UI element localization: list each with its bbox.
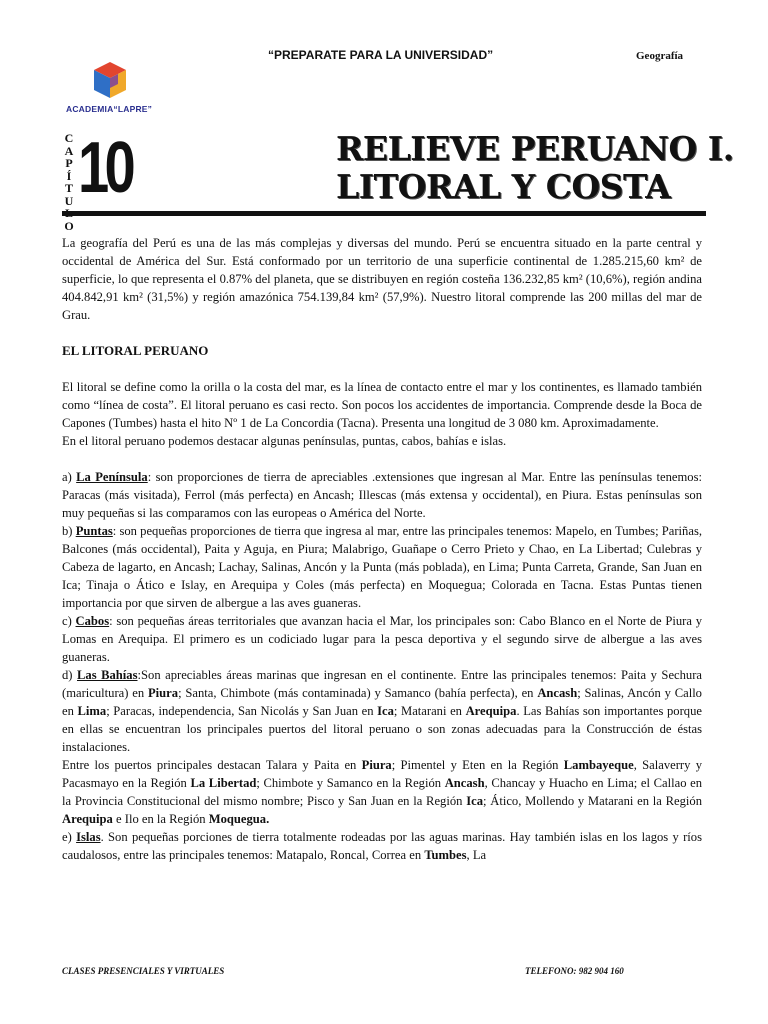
- academy-logo: [62, 60, 162, 118]
- chapter-label-letter: A: [64, 143, 74, 158]
- chapter-label-letter: T: [64, 181, 73, 195]
- header-slogan: “PREPARATE PARA LA UNIVERSIDAD”: [268, 48, 494, 62]
- section-title: EL LITORAL PERUANO: [62, 343, 209, 358]
- logo-text: ACADEMIA“LAPRE”: [66, 104, 153, 114]
- litoral-paragraph-2: En el litoral peruano podemos destacar algunas penínsulas, puntas, cabos, bahías e islas.: [62, 434, 507, 448]
- intro-paragraph: La geografía del Perú es una de las más complejas y diversas del mundo. Perú se encuentra situado en la parte central y occidental de América del Sur. Está conformado por un territorio de una superficie continental de 1.285.215,60 km² de superficie, lo que representa el 0.87% del planeta, que se distribuyen en región costeña 136.232,85 km² (10,6%), región andina 404.842,91 km² (31,5%) y región amazónica 754.139,84 km² (57,9%). Nuestro litoral comprende las 200 millas del mar de Grau.: [62, 236, 702, 322]
- item-peninsula: a) La Península: son proporciones de tierra de apreciables .extensiones que ingresan al Mar. Entre las penínsulas tenemos: Paracas (más visitada), Ferrol (más perfecta) en Ancash; Illescas (más extensa y occidental), en Piura. Estas penínsulas son muy pequeñas si las comparamos con las europeas o América del Norte.: [62, 470, 703, 520]
- term-bahias: Las Bahías: [77, 668, 138, 682]
- chapter-label-letter: O: [64, 218, 74, 233]
- litoral-paragraph-1: El litoral se define como la orilla o la costa del mar, es la línea de contacto entre el mar y los continentes, es llamado también como “línea de costa”. El litoral peruano es casi recto. Son pocos los accidentes de importancia. Comprende desde la Boca de Capones (Tumbes) hasta el hito Nº 1 de La Concordia (Tacna). Presenta una longitud de 3 080 km. Aproximadamente.: [62, 380, 702, 430]
- chapter-title: [336, 130, 734, 206]
- term-puntas: Puntas: [75, 524, 113, 538]
- chapter-label-letter: Í: [66, 168, 72, 183]
- chapter-title-line2: LITORAL Y COSTA: [336, 167, 671, 206]
- item-islas: e) Islas. Son pequeñas porciones de tierra totalmente rodeadas por las aguas marinas. Hay también islas en los lagos y ríos caudalosos, entre las principales tenemos: Matapalo, Roncal, Correa en Tumbes, La: [62, 830, 702, 862]
- cube-logo-icon: [92, 60, 128, 100]
- term-cabos: Cabos: [75, 614, 110, 628]
- chapter-number: 10: [78, 128, 132, 208]
- chapter-label-letter: C: [64, 131, 74, 145]
- chapter-label-letter: P: [65, 156, 73, 170]
- term-peninsula: La Península: [76, 470, 148, 484]
- term-islas: Islas: [76, 830, 101, 844]
- ports-paragraph: Entre los puertos principales destacan Talara y Paita en Piura; Pimentel y Eten en la Región Lambayeque, Salaverry y Pacasmayo en la Región La Libertad; Chimbote y Samanco en la Región Ancash, Chancay y Huacho en Lima; el Callao en la Provincia Constitucional del mismo nombre; Pisco y San Juan en la Región Ica; Ático, Mollendo y Matarani en la Región Arequipa e Ilo en la Región Moquegua.: [62, 758, 703, 826]
- chapter-label-letter: U: [64, 193, 74, 208]
- header-subject: Geografía: [636, 50, 684, 62]
- title-divider: [62, 211, 706, 216]
- footer-classes: CLASES PRESENCIALES Y VIRTUALES: [62, 966, 225, 976]
- item-puntas: b) Puntas: son pequeñas proporciones de tierra que ingresa al mar, entre las principales tenemos: Mapelo, en Tumbes; Pariñas, Balcones (más occidental), Paita y Aguja, en Piura; Malabrigo, Guañape o Cerro Prieto y Chao, en La Libertad; Culebras y Cabeza de lagarto, en Ancash; Lachay, Salinas, Ancón y la Punta (más poblada), en Lima; Punta Carreta, Grande, San Juan en Ica; Tinaja o Ático e Islay, en Arequipa y Coles (más perfecta) en Moquegua; Colorada en Tacna. Estas Puntas tienen importancia por que sirven de albergue a las aves guaneras.: [62, 524, 702, 610]
- item-bahias: d) Las Bahías:Son apreciables áreas marinas que ingresan en el continente. Entre las principales tenemos: Paita y Sechura (maricultura) en Piura; Santa, Chimbote (más contaminada) y Samanco (bahía perfecta), en Ancash; Salinas, Ancón y Callo en Lima; Paracas, independencia, San Nicolás y San Juan en Ica; Matarani en Arequipa. Las Bahías son importantes porque en ellas se encuentran los principales puertos del litoral peruano o son zonas adecuadas para la Construcción de éstas instalaciones.: [62, 668, 702, 754]
- document-body: [62, 234, 702, 864]
- chapter-label: [62, 132, 76, 232]
- chapter-title-line1: RELIEVE PERUANO I.: [336, 129, 734, 168]
- item-cabos: c) Cabos: son pequeñas áreas territoriales que avanzan hacia el Mar, los principales son: Cabo Blanco en el Norte de Piura y Lomas en Arequipa. El primero es un codiciado lugar para la pesca deportiva y el segundo sirve de albergue a las aves guaneras.: [62, 614, 702, 664]
- footer-phone: TELEFONO: 982 904 160: [525, 966, 624, 976]
